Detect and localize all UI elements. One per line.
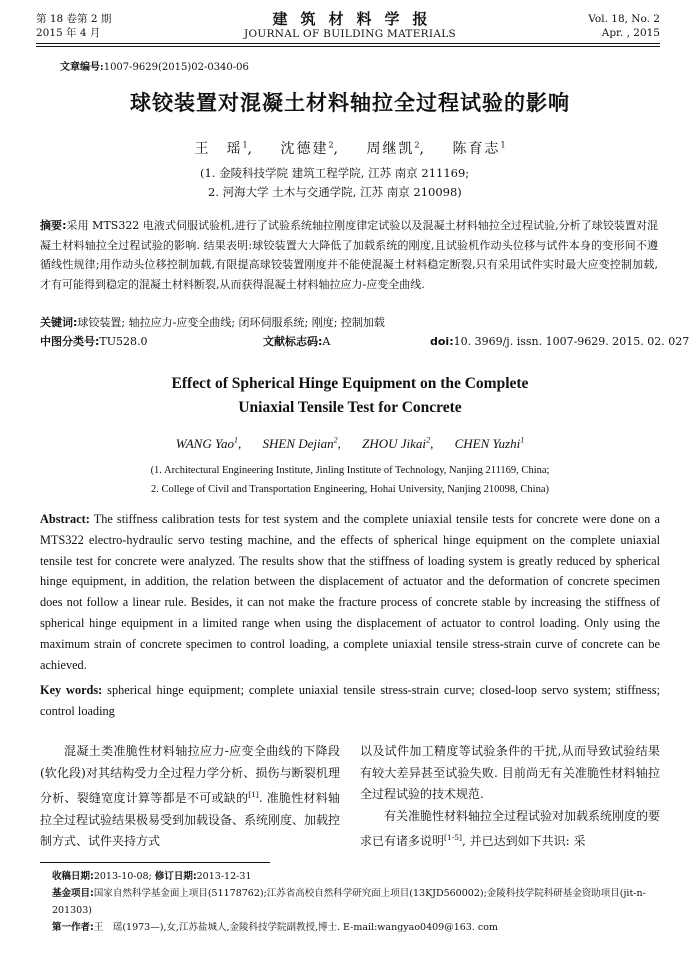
body-paragraph-1: 混凝土类准脆性材料轴拉应力-应变全曲线的下降段(软化段)对其结构受力全过程力学分析、损伤与断裂机理分析、裂缝宽度计算等都是不可或缺的[1]. 准脆性材料轴拉全过程试验结果极易受到加载设备、系统刚度、加载控制方式、试件夹持方式 — [40, 744, 341, 848]
citation: [1-5] — [444, 833, 462, 842]
keywords-cn — [40, 313, 658, 332]
abstract-cn-label: 摘要: — [40, 219, 67, 232]
journal-name-cn: 建筑材料学报 — [272, 10, 441, 28]
header-volume-en — [588, 12, 660, 40]
affiliation-cn-1: (1. 金陵科技学院 建筑工程学院, 江苏 南京 211169; — [200, 166, 470, 180]
abstract-en — [40, 509, 660, 675]
date-cn: 2015 年 4 月 — [36, 27, 101, 39]
header-rule — [36, 43, 660, 44]
keywords-en — [40, 680, 660, 722]
title-en-line-1: Effect of Spherical Hinge Equipment on the Complete — [171, 375, 529, 392]
keywords-en-text: spherical hinge equipment; complete uniaxial tensile stress-strain curve; closed-loop servo system; stiffness; control loading — [40, 683, 660, 718]
body-column-right — [360, 741, 660, 853]
author-cn-2: 沈德建$^2$, — [280, 140, 340, 157]
volume-en: Vol. 18, No. 2 — [588, 13, 660, 25]
keywords-en-label: Key words: — [40, 683, 103, 697]
keywords-cn-label: 关键词: — [40, 316, 78, 329]
authors-cn — [0, 138, 700, 158]
title-cn: 球铰装置对混凝土材料轴拉全过程试验的影响 — [130, 91, 570, 115]
author-en-4: CHEN Yuzhi$^1$ — [454, 436, 525, 452]
affiliation-en-2: 2. College of Civil and Transportation Engineering, Hohai University, Nanjing 210098, China) — [151, 484, 549, 495]
header-rule-thin — [36, 46, 660, 47]
author-en-1: WANG Yao$^1$, — [175, 436, 242, 452]
footnote-dates: 收稿日期:2013-10-08; 修订日期:2013-12-31 — [52, 871, 252, 882]
citation: [1] — [248, 790, 259, 799]
footnotes — [40, 868, 662, 936]
abstract-cn-text: 采用 MTS322 电液式伺服试验机,进行了试验系统轴拉刚度律定试验以及混凝土材料轴拉全过程试验,分析了球铰装置对混凝土材料轴拉全过程试验的影响. 结果表明:球铰装置大大降低了加载系统的刚度,且试验机作动头位移与试件本身的变形间不遵循线性规律;用作动头位移控制加载,有限提高球铰装置刚度并不能使混凝土材料稳定断裂,只有采用试件实时最大应变控制加载,才有可能得到稳定的混凝土材料断裂,从而获得混凝土材料轴拉应力-应变全曲线. — [40, 219, 658, 291]
affiliation-en-1: (1. Architectural Engineering Institute, Jinling Institute of Technology, Nanjing 211169, China; — [150, 465, 550, 476]
footnote-fund: 基金项目:国家自然科学基金面上项目(51178762);江苏省高校自然科学研究面上项目(13KJD560002);金陵科技学院科研基金资助项目(jit-n-201303) — [52, 888, 646, 916]
abstract-en-text: The stiffness calibration tests for test system and the complete uniaxial tensile tests for concrete were done on a MTS322 electro-hydraulic servo testing machine, and the effects of spherical hinge equipment on the complete uniaxial tensile test for concrete were analyzed. The results show that the stiffness of loading system is greatly reduced by spherical hinge equipment, in addition, the relation between the displacement of actuator and the deformation of concrete specimen does not follow a linear rule. Besides, it can not make the fracture process of concrete stable by increasing the stiffness of spherical hinge equipment in a limited range when using the displacement of actuator to control loading. Only using the maximum strain of concrete specimen to control loading, a complete uniaxial tensile stress-strain curve of concrete can be achieved. — [40, 512, 660, 672]
author-en-3: ZHOU Jikai$^2$, — [362, 436, 434, 452]
abstract-en-label: Abstract: — [40, 512, 90, 526]
article-number-value: 1007-9629(2015)02-0340-06 — [103, 62, 249, 73]
volume-cn: 第 18 卷第 2 期 — [36, 13, 112, 25]
abstract-cn — [40, 216, 658, 294]
article-number-label: 文章编号: — [60, 62, 104, 73]
title-en — [0, 372, 700, 420]
body-column-left — [40, 741, 340, 853]
author-cn-4: 陈育志$^1$ — [452, 140, 506, 157]
clc-code: 中图分类号:TU528.0 — [40, 335, 148, 348]
title-en-line-2: Uniaxial Tensile Test for Concrete — [238, 399, 462, 416]
author-cn-3: 周继凯$^2$, — [366, 140, 426, 157]
date-en: Apr. , 2015 — [601, 27, 660, 39]
affiliation-cn-2: 2. 河海大学 土木与交通学院, 江苏 南京 210098) — [208, 185, 462, 199]
affiliations-cn — [200, 164, 469, 202]
body-paragraph-1-cont: 以及试件加工精度等试验条件的干扰,从而导致试验结果有较大差异甚至试验失败. 目前尚无有关准脆性材料轴拉全过程试验的技术规范. — [360, 744, 660, 801]
article-number — [60, 58, 249, 73]
footnote-first-author: 第一作者:王 瑶(1973—),女,江苏盐城人,金陵科技学院副教授,博士. E-mail:wangyao0409@163. com — [52, 922, 498, 933]
keywords-cn-text: 球铰装置; 轴拉应力-应变全曲线; 闭环伺服系统; 刚度; 控制加载 — [77, 316, 385, 329]
authors-en — [0, 436, 700, 452]
footnote-rule — [40, 862, 270, 863]
author-cn-1: 王 瑶$^1$, — [194, 140, 254, 157]
journal-name-en: JOURNAL OF BUILDING MATERIALS — [244, 28, 456, 40]
body-paragraph-2: 有关准脆性材料轴拉全过程试验对加载系统刚度的要求已有诸多说明[1-5], 并已达到如下共识: 采 — [360, 808, 661, 848]
doi: doi:10. 3969/j. issn. 1007-9629. 2015. 02. 027 — [430, 335, 690, 348]
affiliations-en — [0, 461, 700, 499]
author-en-2: SHEN Dejian$^2$, — [262, 436, 341, 452]
document-code: 文献标志码:A — [263, 335, 331, 348]
